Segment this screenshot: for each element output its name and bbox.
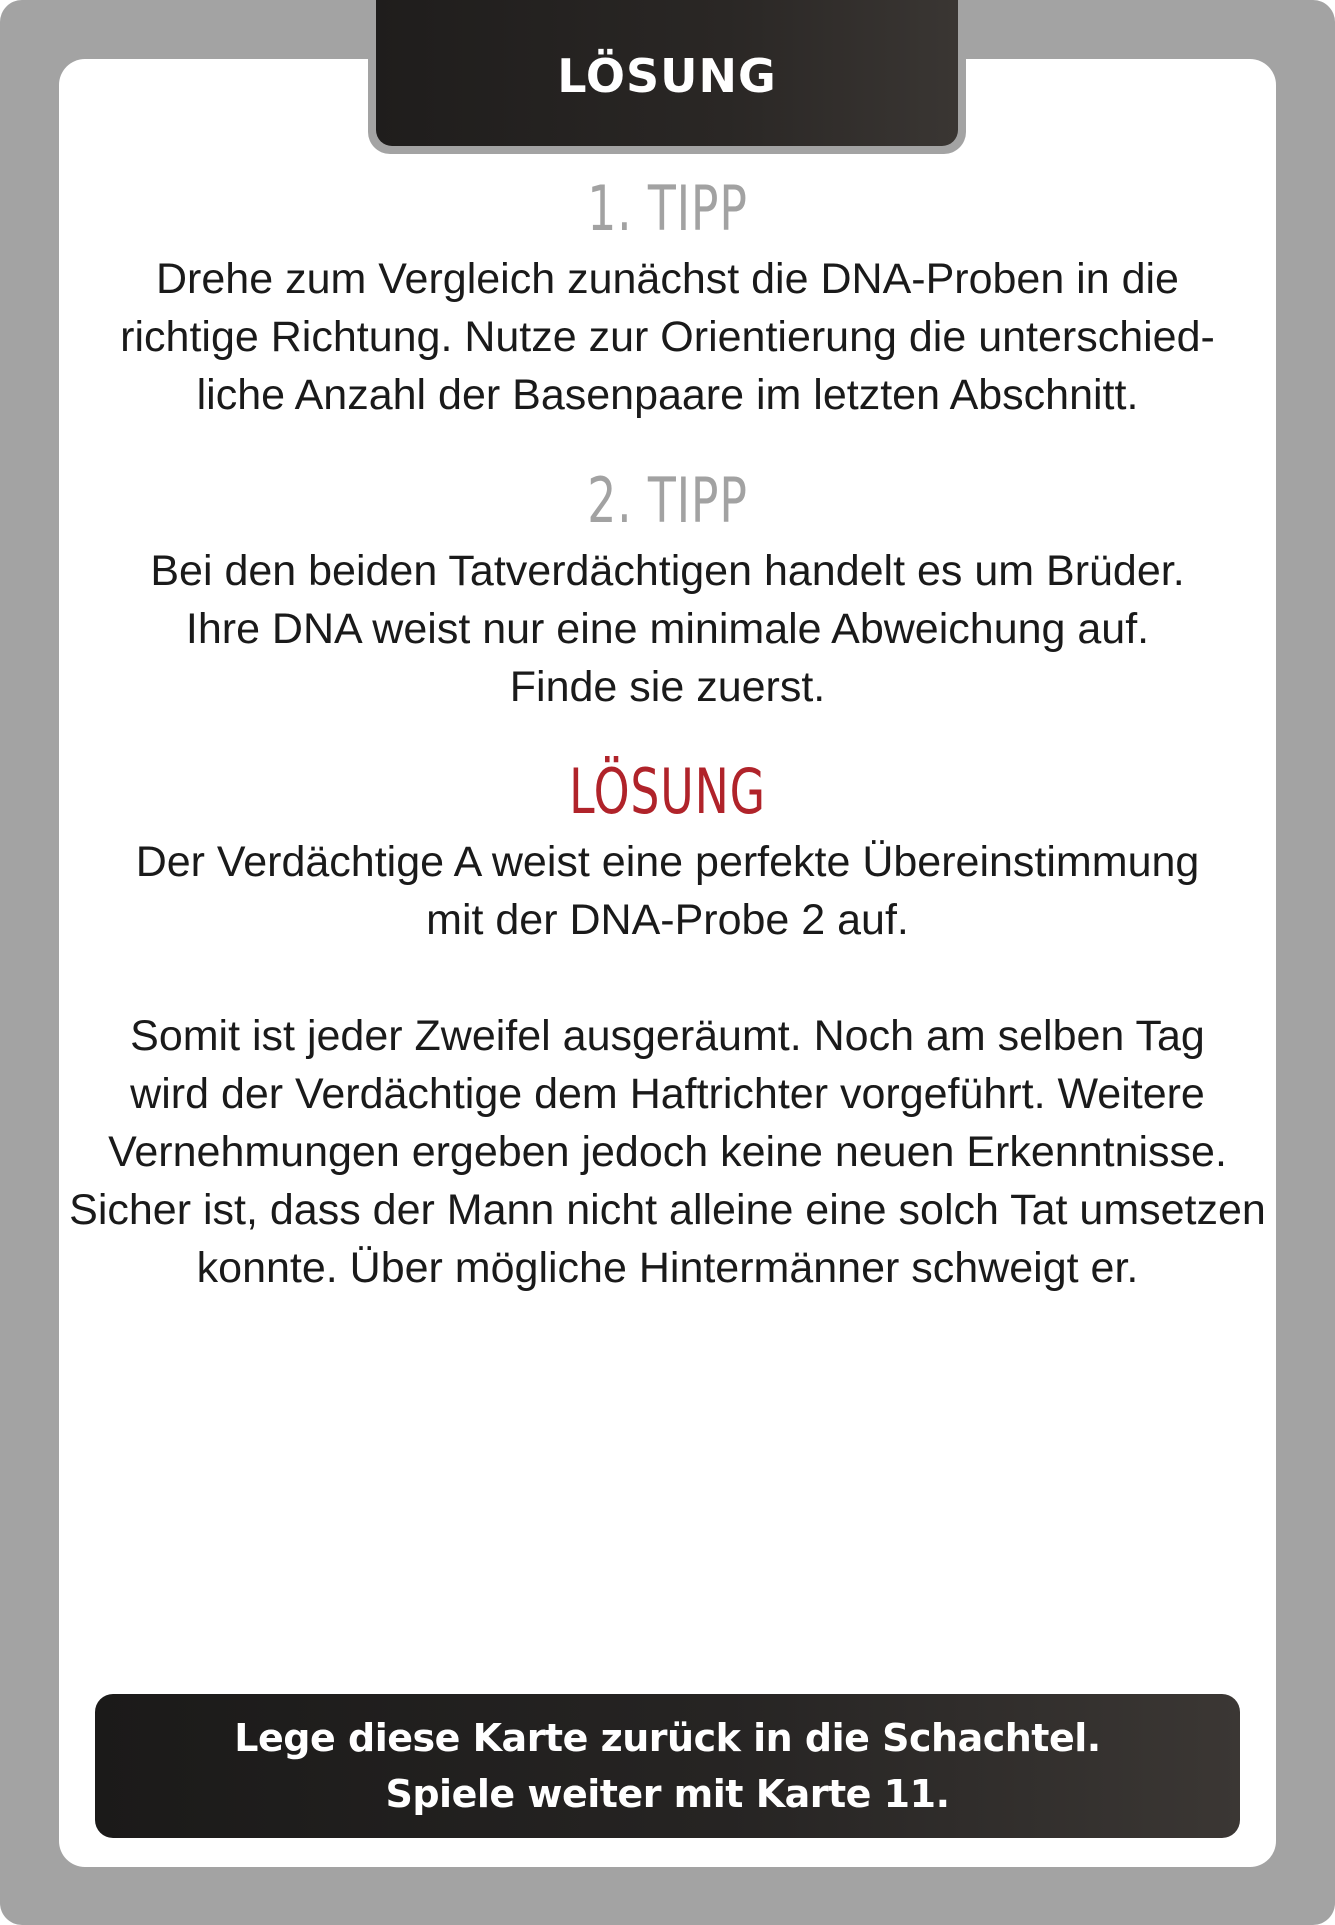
header-bar <box>376 0 958 146</box>
solution-paragraph <box>0 1007 1335 1297</box>
solution-paragraph-line: Sicher ist, dass der Mann nicht alleine eine solch Tat umsetzen <box>69 1186 1266 1234</box>
solution-paragraph-line: Vernehmungen ergeben jedoch keine neuen Erkenntnisse. <box>108 1128 1227 1176</box>
solution-paragraph-line: konnte. Über mögliche Hintermänner schweigt er. <box>196 1244 1139 1292</box>
tipp2-line: Bei den beiden Tatverdächtigen handelt es um Brüder. <box>150 547 1185 595</box>
tipp2-line: Ihre DNA weist nur eine minimale Abweichung auf. <box>185 605 1150 653</box>
solution-line: mit der DNA-Probe 2 auf. <box>426 896 909 944</box>
footer-line-2: Spiele weiter mit Karte 11. <box>385 1772 950 1816</box>
tipp2-text <box>0 542 1335 716</box>
tipp1-line: liche Anzahl der Basenpaare im letzten Abschnitt. <box>196 371 1139 419</box>
tipp2-line: Finde sie zuerst. <box>509 663 826 711</box>
footer-line-1: Lege diese Karte zurück in die Schachtel. <box>234 1716 1101 1760</box>
tipp1-text <box>0 250 1335 424</box>
solution-paragraph-line: wird der Verdächtige dem Haftrichter vorgeführt. Weitere <box>130 1070 1205 1118</box>
tipp2-heading: 2. TIPP <box>587 464 748 537</box>
header-title: LÖSUNG <box>557 49 777 103</box>
solution-line: Der Verdächtige A weist eine perfekte Übereinstimmung <box>135 838 1200 886</box>
solution-paragraph-line: Somit ist jeder Zweifel ausgeräumt. Noch am selben Tag <box>130 1012 1205 1060</box>
tipp1-line: Drehe zum Vergleich zunächst die DNA-Proben in die <box>156 255 1179 303</box>
solution-text <box>0 833 1335 949</box>
tipp1-line: richtige Richtung. Nutze zur Orientierung die unterschied- <box>120 313 1215 361</box>
header-tab <box>368 0 966 154</box>
tipp1-heading: 1. TIPP <box>587 172 748 245</box>
solution-heading: LÖSUNG <box>569 755 766 828</box>
footer-instruction-bar <box>95 1694 1240 1838</box>
